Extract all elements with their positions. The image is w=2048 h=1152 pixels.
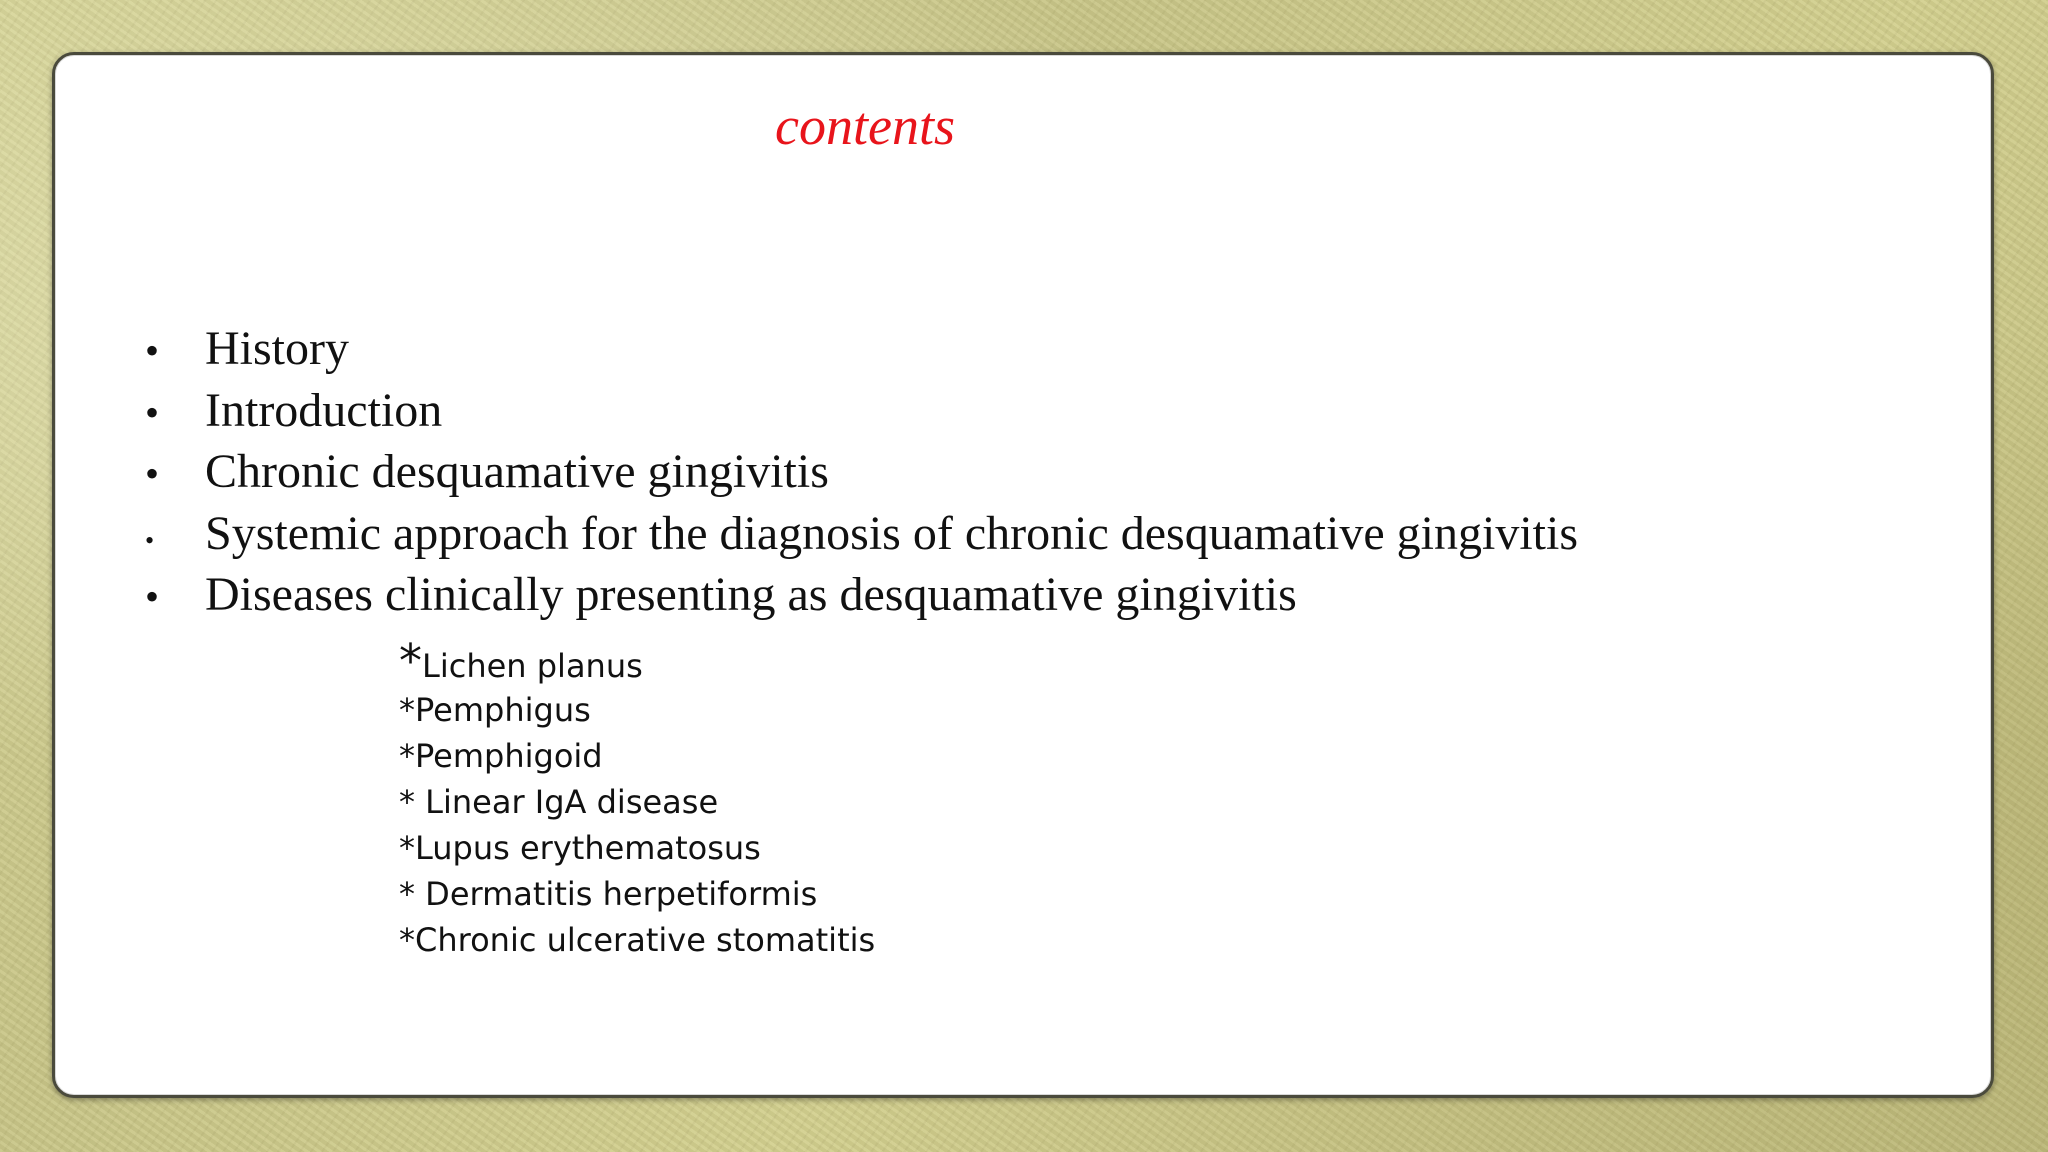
sub-marker: * (399, 921, 415, 959)
bullet-marker: • (145, 328, 160, 373)
sub-marker: * (399, 737, 415, 775)
sub-text: Linear IgA disease (415, 783, 719, 821)
sub-marker: * (399, 783, 415, 821)
sub-text: Pemphigus (415, 691, 591, 729)
sub-item-pemphigus (399, 687, 875, 733)
sub-text: Pemphigoid (415, 737, 603, 775)
sub-item-dermatitis-herpetiformis (399, 871, 875, 917)
bullet-item-history (145, 321, 1578, 383)
bullet-item-diseases-presenting (145, 567, 1578, 629)
bullet-item-systemic-approach (145, 506, 1578, 568)
sub-item-pemphigoid (399, 733, 875, 779)
bullet-marker: • (145, 574, 160, 619)
sub-text: Chronic ulcerative stomatitis (415, 921, 876, 959)
sub-item-lichen-planus (399, 635, 875, 687)
bullet-text: Systemic approach for the diagnosis of chronic desquamative gingivitis (205, 506, 1579, 560)
bullet-item-introduction (145, 383, 1578, 445)
bullet-marker: • (145, 451, 160, 496)
sub-text: Lichen planus (422, 647, 643, 685)
main-bullet-list (145, 321, 1578, 629)
slide-card (52, 52, 1994, 1098)
bullet-text: Diseases clinically presenting as desquamative gingivitis (205, 568, 1297, 621)
bullet-text: History (205, 322, 349, 375)
sub-text: Dermatitis herpetiformis (415, 875, 818, 913)
sub-item-linear-iga-disease (399, 779, 875, 825)
slide-title: contents (775, 96, 955, 156)
sub-text: Lupus erythematosus (415, 829, 761, 867)
bullet-text: Chronic desquamative gingivitis (205, 445, 829, 498)
sub-marker: * (399, 829, 415, 867)
sub-marker: * (399, 691, 415, 729)
sub-item-chronic-ulcerative-stomatitis (399, 917, 875, 963)
sub-marker: * (399, 634, 422, 688)
bullet-text: Introduction (205, 383, 443, 437)
sub-item-lupus-erythematosus (399, 825, 875, 871)
sub-marker: * (399, 875, 415, 913)
bullet-item-chronic-desquamative-gingivitis (145, 444, 1578, 506)
bullet-marker: • (145, 525, 155, 555)
bullet-marker: • (145, 389, 160, 435)
disease-sub-list (399, 635, 875, 963)
